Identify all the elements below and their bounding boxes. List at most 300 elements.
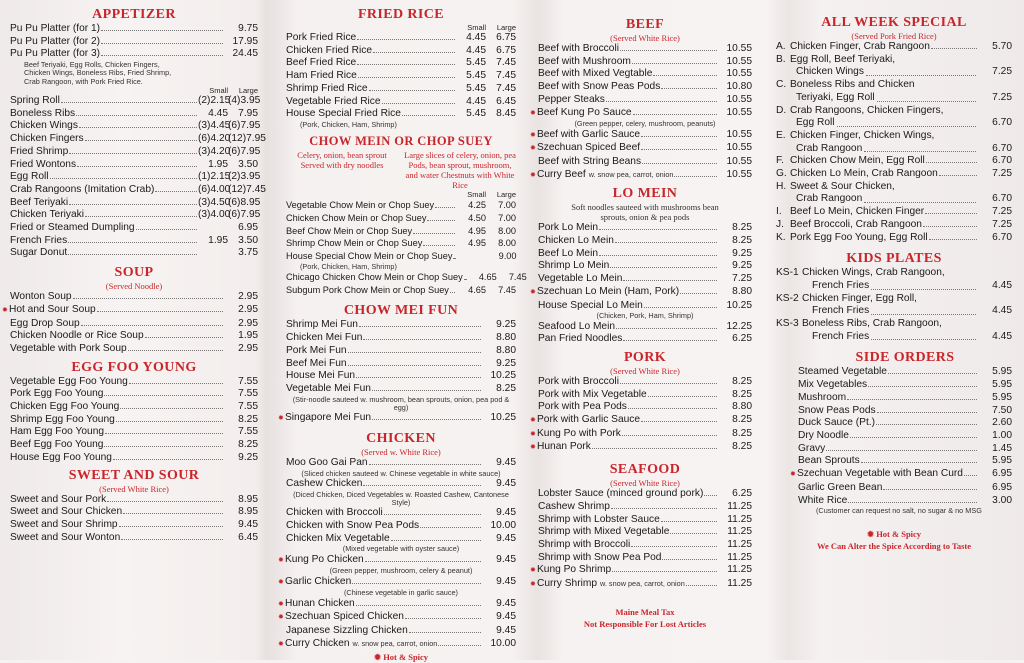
item-price: 8.80	[732, 285, 752, 297]
menu-item	[286, 284, 516, 297]
item-name: Beef Chow Mein or Chop Suey	[286, 225, 413, 236]
item-name: Curry Beef	[537, 168, 586, 180]
item-name: Bean Sprouts	[798, 455, 860, 467]
dot-leader	[76, 115, 197, 116]
dot-leader	[438, 645, 481, 646]
dot-leader	[876, 424, 977, 425]
menu-item	[10, 388, 258, 401]
item-price: 8.25	[732, 375, 752, 387]
price-small: 4.25	[468, 200, 486, 211]
item-name: Beef with Mixed Vegtable	[538, 68, 653, 80]
item-price: 6.70	[992, 155, 1012, 167]
menu-item	[538, 56, 752, 69]
combo-key: F.	[776, 155, 784, 167]
chili-pepper-icon: ✹	[278, 640, 284, 648]
menu-item	[278, 575, 516, 590]
dot-leader	[622, 435, 717, 436]
item-name: Hunan Pork	[537, 441, 591, 453]
price-large: 8.00	[498, 225, 516, 236]
dot-leader	[369, 90, 455, 91]
dot-leader	[382, 103, 455, 104]
item-name: Curry Chicken	[285, 637, 350, 649]
item-name: Hunan Chicken	[285, 597, 355, 609]
item-price: 10.55	[726, 155, 752, 167]
price-large: 6.75	[496, 44, 516, 56]
menu-item	[10, 36, 258, 49]
section-title: CHICKEN	[366, 430, 436, 446]
dot-leader	[612, 571, 717, 572]
item-name: Ham Egg Foo Young	[10, 426, 105, 438]
item-name: Pork Fried Rice	[286, 32, 357, 43]
combo-line1: Chicken Finger, Chicken Wings,	[790, 129, 935, 141]
appetizer-section	[10, 6, 266, 260]
dot-leader	[121, 539, 223, 540]
dot-leader	[73, 298, 223, 299]
section-title: ALL WEEK SPECIAL	[821, 15, 967, 30]
dot-leader	[877, 412, 977, 413]
price-large: 3.50	[238, 158, 258, 170]
item-price: 5.70	[992, 41, 1012, 52]
item-name: Chicken with Snow Pea Pods	[286, 519, 420, 531]
dot-leader	[623, 340, 717, 341]
dot-leader	[599, 229, 717, 230]
dot-leader	[359, 326, 481, 327]
dot-leader	[363, 339, 481, 340]
menu-item	[278, 597, 516, 612]
dot-leader	[155, 191, 197, 192]
price-small: 5.45	[466, 70, 486, 82]
price-small: 1.95	[208, 158, 228, 170]
menu-item	[538, 501, 752, 514]
item-name: Pork Lo Mein	[538, 222, 599, 234]
item-name: Beef Fried Rice	[286, 57, 357, 69]
item-name: Japanese Sizzling Chicken	[286, 625, 408, 637]
item-price: 8.25	[238, 439, 258, 451]
hot-spicy-legend	[286, 651, 516, 663]
chow-mein-descriptions	[286, 150, 516, 190]
item-price: 11.25	[727, 551, 752, 563]
menu-item	[538, 488, 752, 501]
menu-item	[10, 145, 261, 159]
item-name: Szechuan Vegetable with Bean Curd	[797, 468, 963, 480]
chili-pepper-icon: ✹	[530, 444, 536, 452]
dot-leader	[847, 399, 977, 400]
lost-articles-text: Not Responsible For Lost Articles	[583, 618, 707, 629]
section-subtitle: (Served White Rice)	[610, 478, 680, 489]
item-description: (Green pepper, mushroom, celery & peanut)	[329, 566, 473, 576]
section-title: KIDS PLATES	[846, 251, 942, 267]
section-subtitle: (Served White Rice)	[610, 365, 680, 376]
menu-item	[538, 235, 752, 248]
price-large: (6)8.95	[228, 196, 261, 208]
item-name: Chicken Chow Mein or Chop Suey	[286, 212, 427, 223]
section-subtitle: (Served White Rice)	[99, 483, 169, 494]
combo-line2: Chicken Wings	[796, 66, 864, 78]
combo-line1: Chicken Wings, Crab Rangoon,	[802, 267, 945, 279]
dot-leader	[644, 307, 717, 308]
dot-leader	[405, 618, 481, 619]
dot-leader	[423, 245, 455, 246]
item-price: 2.95	[238, 317, 258, 329]
combo-line2: Teriyaki, Egg Roll	[796, 91, 875, 103]
price-large: 8.00	[498, 238, 516, 249]
chili-pepper-icon: ✹	[278, 556, 284, 564]
menu-item	[798, 417, 1012, 430]
dot-leader	[592, 448, 717, 449]
dot-leader	[119, 526, 223, 527]
chili-pepper-icon: ✹	[2, 306, 8, 314]
item-price: 11.25	[727, 538, 752, 550]
price-large: 6.95	[238, 222, 258, 234]
item-name: Shrimp with Lobster Sauce	[538, 513, 660, 525]
combo-line1: Chicken Finger, Egg Roll,	[802, 292, 917, 304]
price-large: 7.00	[498, 200, 516, 211]
item-name: Sweet and Sour Pork	[10, 493, 107, 505]
menu-item	[10, 330, 258, 343]
combo-line2-row	[776, 331, 1012, 344]
seafood-section	[530, 461, 752, 630]
chili-pepper-icon: ✹	[530, 581, 536, 589]
price-large: 7.45	[496, 57, 516, 69]
item-name: Pork with Garlic Sauce	[537, 414, 641, 426]
mei-fun-note: (Stir-noodle sauteed w. mushroom, bean sprouts, onion, pea pod & egg)	[292, 394, 510, 412]
dot-leader	[85, 140, 197, 141]
item-price: 8.25	[732, 441, 752, 453]
dot-leader	[77, 166, 197, 167]
chow-mei-fun-section	[278, 302, 516, 426]
combo-line2: French Fries	[812, 305, 870, 317]
dot-leader	[620, 383, 717, 384]
menu-item	[286, 45, 516, 58]
item-price: 9.45	[496, 532, 516, 544]
combo-item	[776, 41, 1012, 54]
menu-item	[286, 212, 516, 225]
menu-item	[10, 95, 261, 108]
item-price: 9.25	[496, 357, 516, 369]
price-large: 6.45	[496, 95, 516, 107]
column-2	[278, 0, 527, 663]
item-price: 1.95	[238, 330, 258, 342]
item-price: 10.55	[726, 68, 752, 80]
item-price: 11.25	[727, 513, 752, 525]
size-header	[286, 23, 516, 32]
item-name: Cashew Shrimp	[538, 500, 610, 512]
price-small: 4.65	[468, 284, 486, 295]
item-name: Hot and Sour Soup	[9, 303, 96, 315]
combo-key: C.	[776, 79, 787, 91]
item-price: 10.25	[726, 299, 752, 311]
menu-item	[10, 532, 258, 545]
item-name: Egg Roll	[10, 171, 49, 183]
item-name: Wonton Soup	[10, 291, 72, 303]
dot-leader	[85, 216, 197, 217]
dot-leader	[661, 521, 717, 522]
menu-item	[538, 389, 752, 402]
dot-leader	[674, 176, 717, 177]
combo-key: D.	[776, 104, 787, 116]
item-name: Steamed Vegetable	[798, 366, 887, 378]
item-name: House Special Lo Mein	[538, 299, 643, 311]
item-name: Beef with String Beans	[538, 155, 642, 167]
lo-mein-section	[530, 185, 752, 346]
item-name: Chicken Mix Vegetable	[286, 532, 390, 544]
item-name: Fried Shrimp	[10, 145, 69, 157]
menu-item	[798, 430, 1012, 443]
item-price: 7.55	[238, 401, 258, 413]
item-name: Beef with Garlic Sauce	[537, 128, 641, 140]
menu-item	[538, 156, 752, 169]
item-price: 2.95	[238, 342, 258, 354]
dot-leader	[464, 279, 466, 280]
dot-leader	[409, 632, 481, 633]
price-large: (6)7.95	[228, 120, 261, 132]
price-small: 4.45	[208, 107, 228, 119]
item-name: Vegetable Fried Rice	[286, 95, 381, 107]
item-name: Pork with Broccoli	[538, 375, 619, 387]
menu-item	[798, 392, 1012, 405]
chili-pepper-icon: ✹	[530, 131, 536, 139]
item-price: 7.25	[732, 273, 752, 285]
combo-item	[776, 168, 1012, 181]
menu-item	[286, 625, 516, 638]
item-description: (Green pepper, celery, mushroom, peanuts)	[574, 119, 716, 129]
fried-rice-note: (Pork, Chicken, Ham, Shrimp)	[300, 119, 397, 129]
item-name: Lobster Sauce (minced ground pork)	[538, 488, 704, 500]
chili-pepper-icon: ✹	[790, 471, 796, 479]
section-title: LO MEIN	[612, 186, 678, 202]
dot-leader	[680, 293, 717, 294]
item-name: Sugar Donut	[10, 247, 68, 259]
menu-item	[10, 247, 258, 260]
dot-leader	[129, 383, 223, 384]
price-large: (6)7.95	[228, 209, 261, 221]
item-price: 11.25	[727, 526, 752, 538]
dot-leader	[420, 527, 481, 528]
dot-leader	[611, 508, 717, 509]
dot-leader	[450, 292, 455, 293]
item-name: Beef Lo Mein	[538, 247, 599, 259]
price-small: 4.95	[468, 238, 486, 249]
price-small: 4.65	[478, 272, 497, 283]
menu-item	[798, 405, 1012, 418]
item-price: 6.70	[992, 193, 1012, 205]
price-small: 4.45	[466, 32, 486, 43]
menu-item	[538, 273, 752, 286]
item-price: 24.45	[232, 48, 258, 60]
combo-line1: Pork Egg Foo Young, Egg Roll	[790, 231, 928, 243]
price-small: (6)4.00	[198, 183, 231, 195]
menu-item	[10, 133, 266, 146]
item-price: 9.45	[496, 553, 516, 565]
combo-line2-row	[776, 280, 1012, 293]
item-price: 8.95	[238, 506, 258, 518]
combo-line1: Beef Lo Mein, Chicken Finger	[790, 206, 925, 218]
menu-item	[530, 128, 752, 143]
legend-text: Hot & Spicy	[876, 528, 922, 539]
item-price: 11.25	[727, 564, 752, 576]
size-header	[286, 190, 516, 199]
combo-item	[776, 206, 1012, 219]
menu-item	[286, 332, 516, 345]
menu-item	[10, 222, 258, 235]
combo-item	[776, 54, 1012, 67]
price-large: (12)7.95	[228, 133, 266, 145]
item-price: 10.55	[726, 55, 752, 67]
item-price: 3.00	[992, 494, 1012, 506]
price-small: (3)4.20	[198, 145, 231, 157]
dot-leader	[929, 239, 977, 240]
dot-leader	[348, 365, 481, 366]
menu-item	[286, 457, 516, 470]
item-name: Kung Po with Pork	[537, 427, 621, 439]
menu-item	[538, 94, 752, 107]
dot-leader	[372, 419, 481, 420]
dot-leader	[363, 485, 481, 486]
item-price: 7.25	[992, 91, 1012, 103]
dot-leader	[848, 502, 977, 503]
section-title: BEEF	[625, 17, 665, 32]
item-name: Kung Po Shrimp	[537, 564, 612, 576]
item-name: Shrimp Chow Mein or Chop Suey	[286, 238, 423, 249]
combo-item	[776, 219, 1012, 232]
item-price: 10.80	[726, 81, 752, 93]
combo-line2-row	[776, 143, 1012, 156]
combo-item	[776, 232, 1012, 245]
dot-leader	[435, 207, 455, 208]
combo-key: H.	[776, 180, 787, 192]
item-price: 11.25	[727, 500, 752, 512]
item-name: Pepper Steaks	[538, 93, 605, 105]
item-name: Pan Fried Noodles	[538, 333, 623, 345]
item-description: (Diced Chicken, Diced Vegetables w. Roasted Cashew, Cantonese Style)	[293, 489, 509, 507]
menu-item	[530, 578, 752, 592]
dot-leader	[358, 77, 455, 78]
price-small: 1.95	[208, 234, 228, 246]
combo-line1: Sweet & Sour Chicken,	[790, 180, 895, 192]
fried-rice-section	[286, 6, 516, 129]
dot-leader	[116, 421, 223, 422]
menu-item	[278, 637, 516, 652]
dot-leader	[113, 459, 223, 460]
menu-item	[10, 171, 261, 184]
price-small: (1)2.15	[198, 171, 231, 183]
item-name: House Egg Foo Young	[10, 451, 112, 463]
combo-line1: Crab Rangoons, Chicken Fingers,	[790, 104, 944, 116]
dot-leader	[864, 143, 976, 153]
section-title: FRIED RICE	[357, 7, 445, 22]
menu-item	[10, 519, 258, 532]
side-orders-section	[776, 349, 1012, 551]
size-large-label: Large	[238, 86, 258, 95]
price-large: (4)3.95	[228, 95, 261, 106]
dot-leader	[391, 540, 481, 541]
item-price: 7.55	[238, 388, 258, 400]
combo-item	[776, 267, 1012, 280]
item-price: 9.45	[496, 477, 516, 489]
combo-line2-row	[776, 66, 1012, 79]
size-small-label: Small	[467, 190, 486, 200]
item-price: 7.55	[238, 426, 258, 438]
item-name: Seafood Lo Mein	[538, 320, 616, 332]
dot-leader	[145, 337, 223, 338]
dot-leader	[120, 408, 223, 409]
item-name: Vegetable Egg Foo Young	[10, 375, 128, 387]
tax-notice	[538, 606, 752, 630]
dot-leader	[888, 373, 977, 374]
item-name: Chicken Teriyaki	[10, 209, 84, 221]
chili-pepper-icon: ✹	[278, 415, 284, 423]
menu-item	[286, 70, 516, 83]
item-name: Snow Peas Pods	[798, 404, 876, 416]
item-note: w. snow pea, carrot, onion	[600, 579, 685, 589]
item-price: 6.70	[992, 231, 1012, 243]
menu-item	[286, 358, 516, 371]
section-subtitle: (Served Noodle)	[105, 281, 163, 292]
menu-item	[286, 520, 516, 533]
item-price: 7.55	[238, 375, 258, 387]
item-price: 9.45	[496, 625, 516, 637]
menu-item	[286, 319, 516, 332]
item-name: Fried or Steamed Dumpling	[10, 222, 135, 234]
chili-pepper-icon: ✹	[278, 614, 284, 622]
menu-item	[798, 455, 1012, 468]
dot-leader	[964, 475, 977, 476]
tax-text: Maine Meal Tax	[615, 606, 675, 617]
dot-leader	[357, 39, 455, 40]
item-price: 1.45	[992, 442, 1012, 454]
menu-item	[286, 225, 516, 238]
soup-section	[2, 264, 258, 356]
menu-item	[798, 482, 1012, 495]
description-right: Large slices of celery, onion, pea Pods, bean sprout, mushroom, and water Chestnuts with White Rice	[404, 150, 516, 191]
dot-leader	[871, 305, 976, 315]
chili-pepper-icon: ✹	[530, 567, 536, 575]
item-price: 9.45	[496, 507, 516, 519]
chili-pepper-icon: ✹	[530, 145, 536, 153]
item-price: 10.55	[726, 43, 752, 54]
price-small: (2)2.15	[198, 95, 231, 106]
section-title: SOUP	[114, 265, 154, 281]
price-large: 7.45	[498, 284, 516, 295]
item-price: 8.25	[732, 388, 752, 400]
dot-leader	[704, 495, 717, 496]
section-subtitle: (Served White Rice)	[610, 33, 680, 43]
kids-section	[776, 250, 1012, 343]
item-price: 6.95	[992, 481, 1012, 493]
dot-leader	[837, 117, 976, 127]
dot-leader	[365, 561, 481, 562]
combo-key: K.	[776, 231, 786, 243]
item-price: 8.80	[496, 344, 516, 356]
dot-leader	[641, 136, 717, 137]
dot-leader	[631, 546, 717, 547]
item-price: 9.45	[496, 611, 516, 623]
chili-pepper-icon: ✹	[278, 578, 284, 586]
section-title: SIDE ORDERS	[855, 350, 955, 366]
dot-leader	[826, 450, 977, 451]
price-large: 7.00	[498, 212, 516, 223]
price-small: (6)4.20	[198, 133, 231, 145]
item-name: Duck Sauce (Pt.)	[798, 417, 875, 429]
item-price: 11.25	[727, 578, 752, 590]
price-large: 3.75	[238, 247, 258, 259]
item-name: Beef with Mushroom	[538, 55, 631, 67]
menu-item	[538, 526, 752, 539]
item-name: Chicken Egg Foo Young	[10, 401, 120, 413]
item-price: 8.80	[732, 401, 752, 413]
menu-item	[10, 376, 258, 389]
menu-item	[286, 199, 516, 212]
